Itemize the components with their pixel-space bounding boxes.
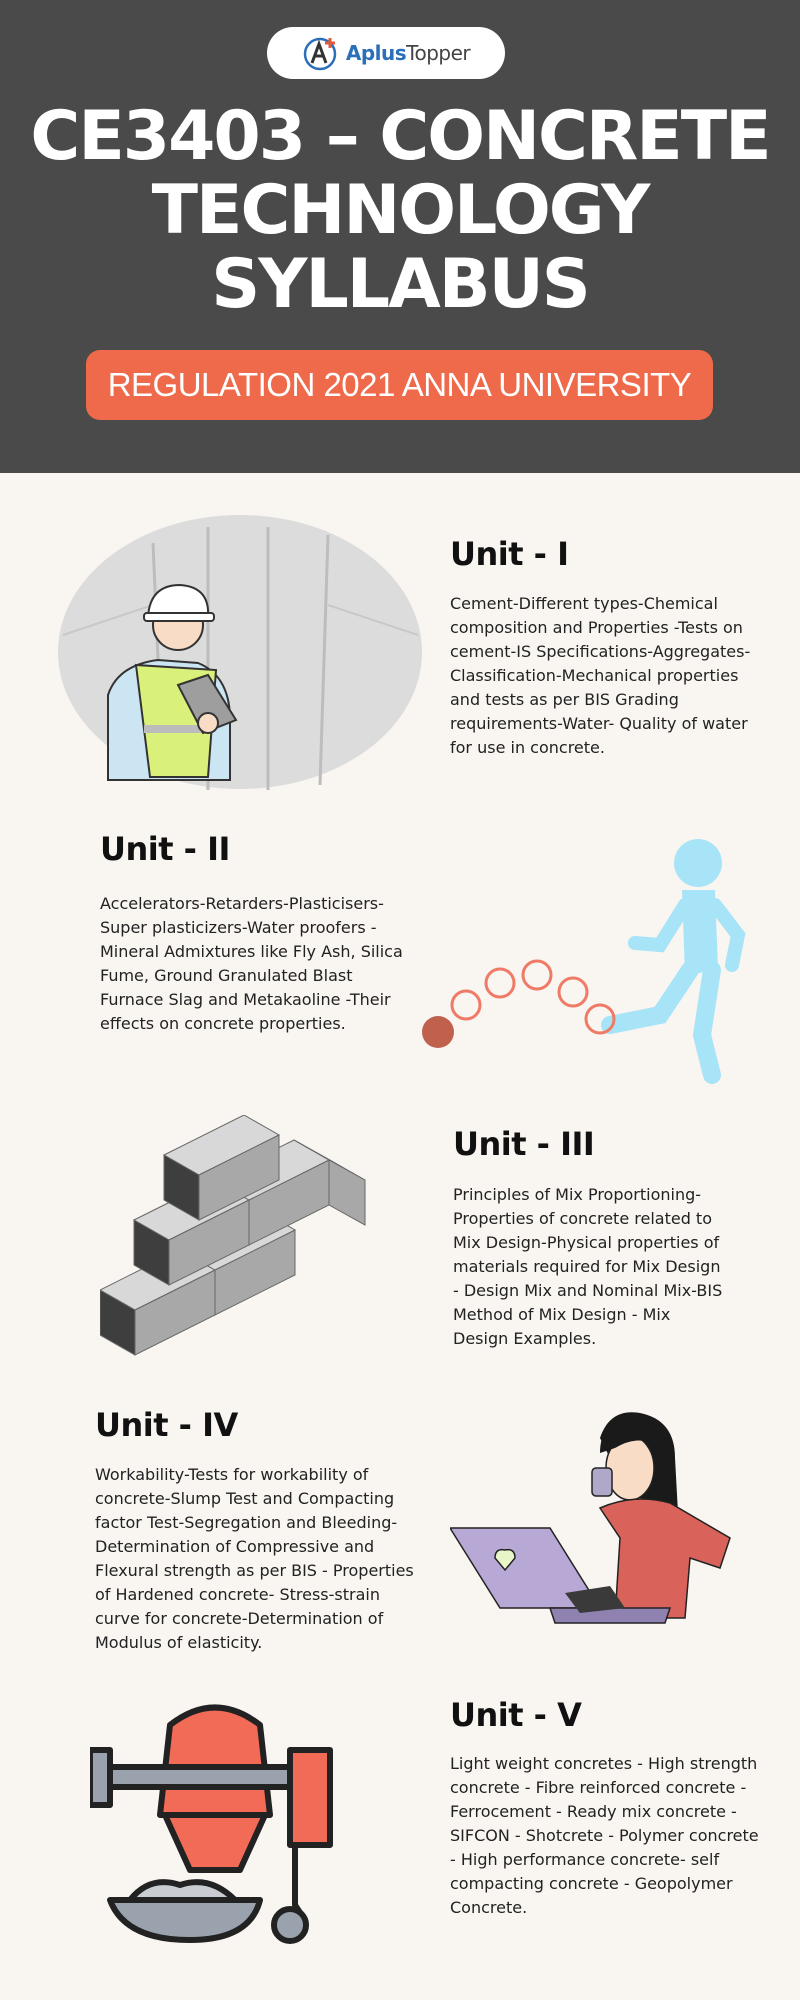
brick-stack-icon [100,1115,375,1360]
brand-logo[interactable] [267,27,505,79]
unit-3-description: Principles of Mix Proportioning-Properties of concrete related to Mix Design-Physical properties of materials required for Mix Design - Design Mix and Nominal Mix-BIS Method of Mix Design - Mix Design Examples. [453,1185,723,1348]
engineer-with-tablet-icon [58,515,423,790]
unit-1-description: Cement-Different types-Chemical composition and Properties -Tests on cement-IS Specifications-Aggregates-Classification-Mechanical properties and tests as per BIS Grading requirements-Water- Quality of water for use in concrete. [450,594,751,757]
aplus-logo-icon [302,35,338,71]
unit-5-description: Light weight concretes - High strength concrete - Fibre reinforced concrete - Ferrocement - Ready mix concrete - SIFCON - Shotcrete - Polymer concrete - High performance concrete- self compacting concrete - Geopolymer Concrete. [450,1754,759,1917]
concrete-mixer-icon [90,1695,340,1945]
title-line: TECHNOLOGY [151,171,649,250]
figure-kicking-ball-icon [420,835,750,1085]
title-line: SYLLABUS [211,245,589,324]
unit-2-title: Unit - II [100,830,230,868]
brand-name: AplusTopper [345,41,471,65]
page-title [0,97,800,324]
title-line: CE3403 – CONCRETE [30,97,770,176]
header-banner [0,0,800,473]
unit-5-title: Unit - V [450,1696,582,1734]
unit-4-title: Unit - IV [95,1406,238,1444]
unit-2-description: Accelerators-Retarders-Plasticisers- Super plasticizers-Water proofers - Mineral Admixtures like Fly Ash, Silica Fume, Ground Granulated Blast Furnace Slag and Metakaoline -Their effects on concrete properties. [100,894,403,1033]
woman-with-laptop-icon [450,1408,740,1628]
regulation-badge: REGULATION 2021 ANNA UNIVERSITY [86,350,713,420]
unit-1-title: Unit - I [450,535,569,573]
unit-4-description: Workability-Tests for workability of concrete-Slump Test and Compacting factor Test-Segregation and Bleeding-Determination of Compressive and Flexural strength as per BIS - Properties of Hardened concrete- Stress-strain curve for concrete-Determination of Modulus of elasticity. [95,1465,414,1652]
unit-3-title: Unit - III [453,1125,595,1163]
